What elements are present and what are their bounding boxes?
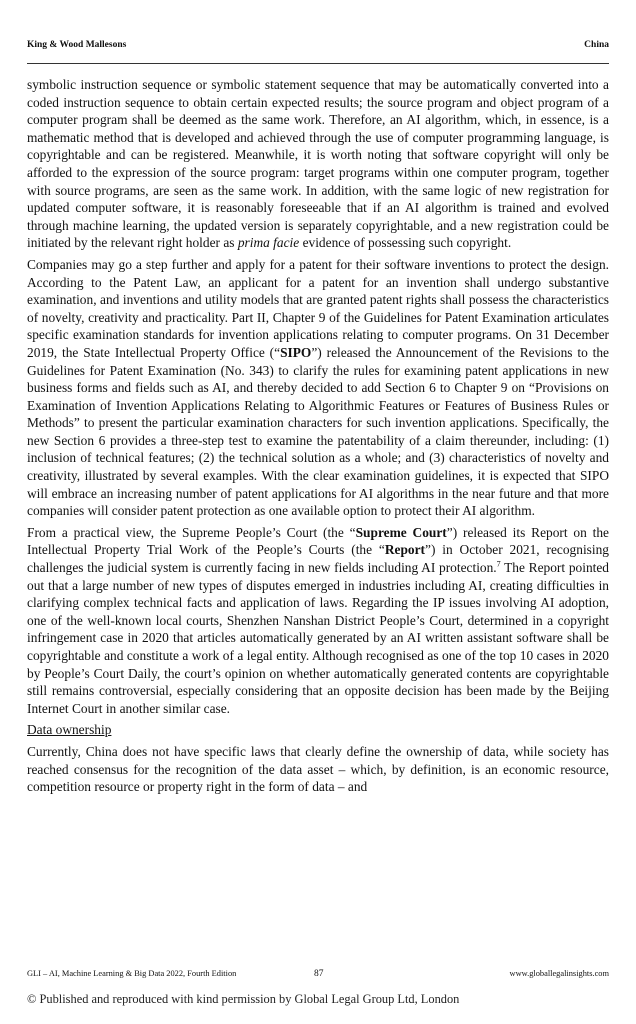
footer-website: www.globallegalinsights.com [509,969,609,978]
paragraph-data-ownership: Currently, China does not have specific laws that clearly define the ownership of data, while society has reached consensus for the recognition of the data asset – which, by definition, is an economic resource, competition resource or property right in the form of data – and [27,743,609,795]
section-heading-data-ownership: Data ownership [27,722,112,738]
paragraph-judicial-view: From a practical view, the Supreme People’s Court (the “Supreme Court”) released its Report on the Intellectual Property Trial Work of the People’s Courts (the “Report”) in October 2021, recognising challenges the judicial system is currently facing in new fields including AI protection.$^7$ The Report pointed out that a large number of new types of disputes emerged in industries including AI, creating difficulties in clarifying complex technical facts and application of laws. Regarding the IP issues involving AI adoption, one of the well-known local courts, Shenzhen Nanshan District People’s Court, determined in a copyright infringement case in 2020 that articles automatically generated by an AI written assistant software shall be copyrightable and constitute a work of a legal entity. Although recognised as one of the top 10 cases in 2020 by People’s Court Daily, the court’s opinion on whether automatically generated contents are copyrightable still remains controversial, especially considering that an opposite decision has been made by the Beijing Internet Court in another similar case. [27,524,609,716]
defined-term-supreme-court: Supreme Court [355,524,447,540]
paragraph-patent-protection: Companies may go a step further and apply for a patent for their software inventions to protect the design. According to the Patent Law, an applicant for a patent for an invention shall undergo substantive examination, and inventions and utility models that are granted patent rights shall possess the characteristics of novelty, creativity and practicality. Part II, Chapter 9 of the Guidelines for Patent Examination articulates specific examination standards for invention applications relating to computer programs. On 31 December 2019, the State Intellectual Property Office (“SIPO”) released the Announcement of the Revisions to the Guidelines for Patent Examination (No. 343) to clarify the rules for examining patent applications in new business forms and fields such as AI, and thereby decided to add Section 6 to Chapter 9 on “Provisions on Examination of Invention Applications Relating to Algorithmic Features or Features of Business Rules or Methods” to present the particular examination characters for such invention applications. Specifically, the new Section 6 provides a three-step test to examine the patentability of a claim thereunder, including: (1) inclusion of technical features; (2) the technical solution as a whole; and (3) characteristics of novelty and creativity, illustrated by several examples. With the clear examination guidelines, it is expected that SIPO will embrace an increasing number of patent applications for AI algorithms in the near future and that more companies will consider patent protection as one available option to protect their AI algorithm. [27,256,609,519]
article-body [27,76,609,800]
footnote-reference: 7 [496,559,501,569]
page-number: 87 [314,969,324,979]
page-header [27,40,609,50]
footer-series-title: GLI – AI, Machine Learning & Big Data 2022, Fourth Edition [27,969,237,978]
permission-notice: © Published and reproduced with kind permission by Global Legal Group Ltd, London [27,992,460,1006]
page-footer [27,969,609,978]
defined-term-report: Report [384,542,426,558]
paragraph-copyright-algorithm: symbolic instruction sequence or symbolic statement sequence that may be automatically converted into a coded instruction sequence to obtain certain expected results; the source program and object program of a computer program shall be deemed as the same work. Therefore, an AI algorithm, which, in essence, is a mathematic method that is developed and achieved through the use of computer programming language, is copyrightable and can be registered. Meanwhile, it is worth noting that software copyright will only be afforded to the expression of the source program: target programs within one computer program, together with source programs, are seen as the same work. In addition, with the same logic of new registration for updated computer software, it is reasonably foreseeable that if an AI algorithm is trained and evolved through machine learning, the updated version is separately copyrightable, and a new registration could be initiated by the relevant right holder as prima facie evidence of possessing such copyright. [27,77,609,251]
italic-term: prima facie [237,235,300,251]
header-divider [27,63,609,64]
defined-term-sipo: SIPO [280,344,312,360]
header-jurisdiction: China [584,40,609,50]
header-firm-name: King & Wood Mallesons [27,40,127,50]
